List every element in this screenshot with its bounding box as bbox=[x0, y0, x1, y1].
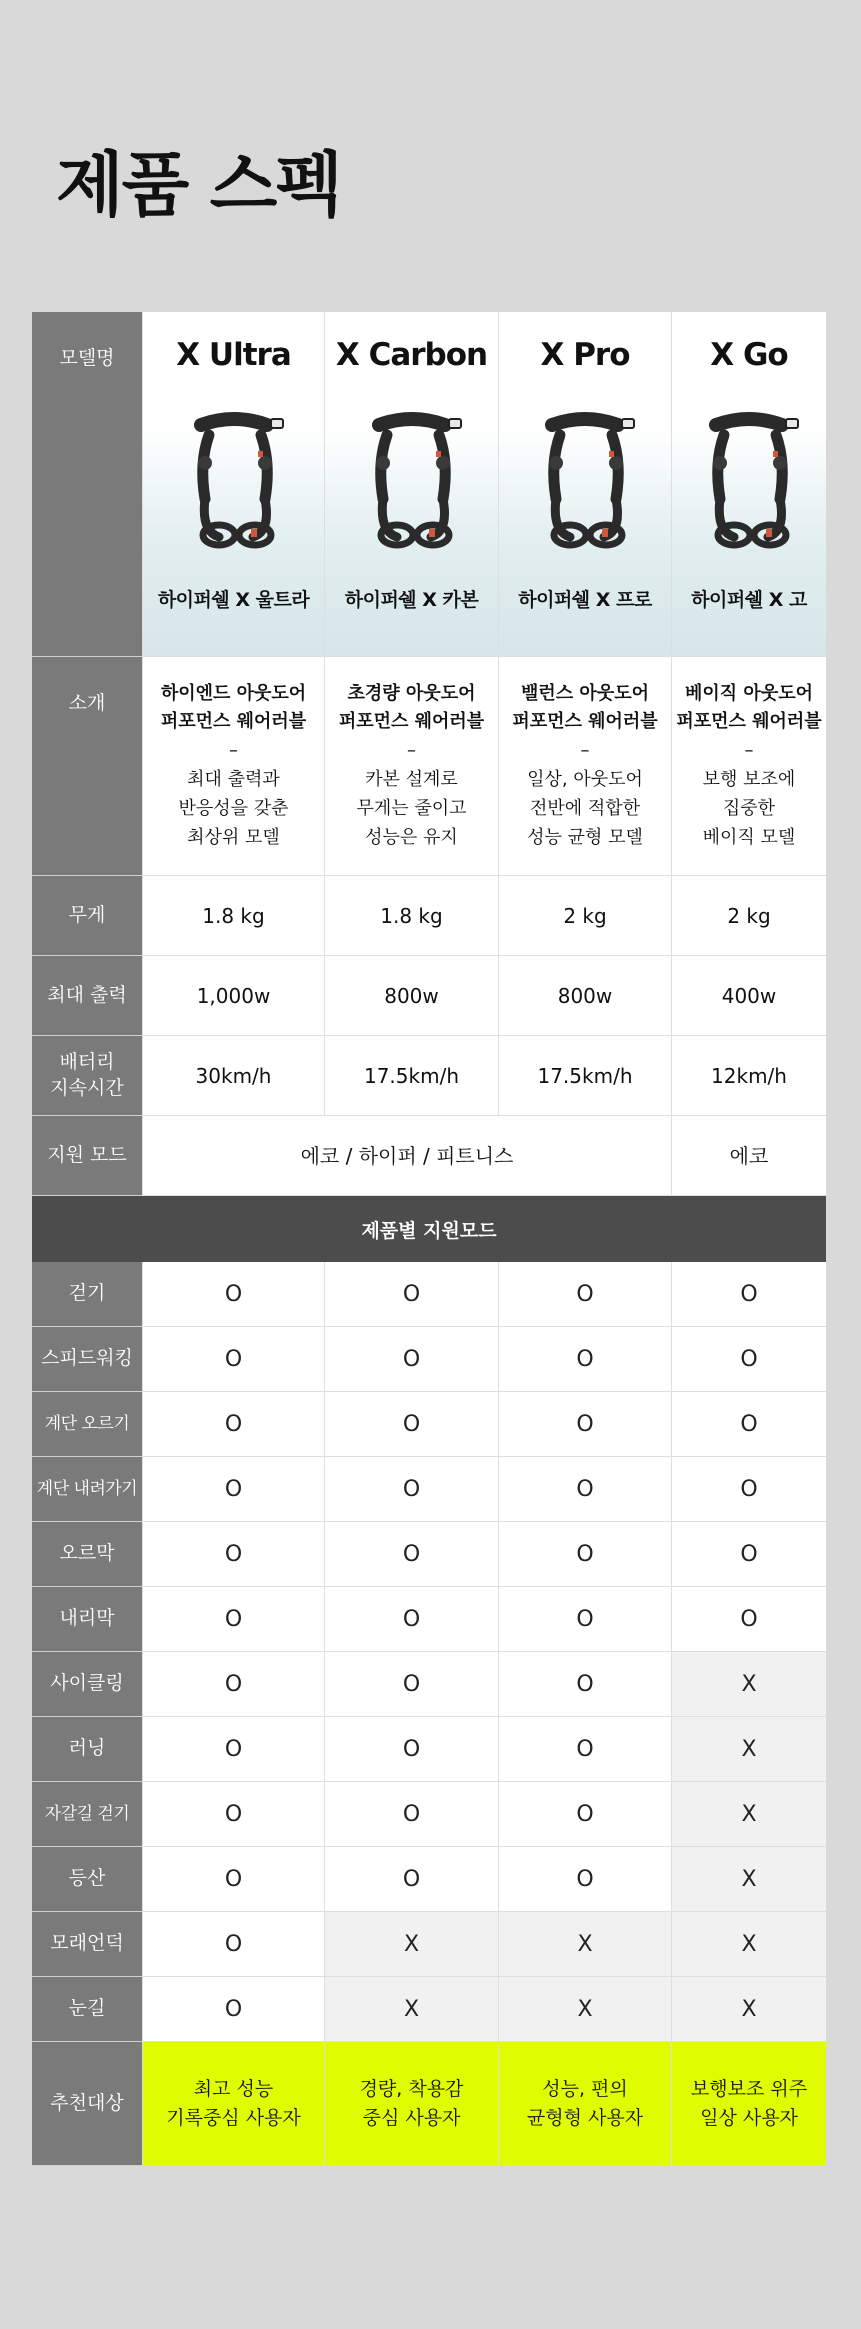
mode-label: 눈길 bbox=[32, 1977, 142, 2042]
intro-text: 일상, 아웃도어 bbox=[527, 769, 643, 790]
recommend-text: 일상 사용자 bbox=[700, 2107, 798, 2129]
support-mode-value: 에코 bbox=[671, 1116, 826, 1196]
intro-text: 베이직 모델 bbox=[702, 826, 796, 848]
model-korean-name: 하이퍼쉘 X 프로 bbox=[518, 589, 652, 611]
o-mark: O bbox=[576, 1801, 594, 1827]
exoskeleton-image bbox=[179, 411, 289, 551]
o-mark: O bbox=[576, 1411, 594, 1437]
o-mark: O bbox=[402, 1541, 421, 1567]
o-mark: O bbox=[224, 1671, 243, 1697]
supported-cell bbox=[142, 1652, 324, 1717]
supported-cell bbox=[324, 1717, 498, 1782]
intro-text: 반응성을 갖춘 bbox=[178, 797, 289, 819]
spec-table bbox=[32, 312, 826, 2166]
o-mark: O bbox=[402, 1671, 421, 1697]
weight-row bbox=[32, 876, 826, 956]
mode-row bbox=[32, 1262, 826, 1327]
model-cell-x-pro bbox=[498, 312, 671, 657]
recommend-text: 최고 성능 bbox=[193, 2077, 274, 2100]
o-mark: O bbox=[224, 1931, 243, 1957]
intro-cell bbox=[498, 657, 671, 876]
mode-label: 등산 bbox=[32, 1847, 142, 1912]
supported-cell bbox=[142, 1977, 324, 2042]
o-mark: O bbox=[740, 1346, 758, 1372]
recommend-cell bbox=[671, 2042, 826, 2166]
o-mark: O bbox=[402, 1346, 421, 1372]
supported-cell bbox=[671, 1392, 826, 1457]
supported-cell bbox=[671, 1522, 826, 1587]
unsupported-cell bbox=[498, 1912, 671, 1977]
intro-text: 전반에 적합한 bbox=[529, 797, 641, 819]
model-name: X Ultra bbox=[176, 337, 291, 373]
x-mark: X bbox=[741, 1736, 757, 1762]
mode-row bbox=[32, 1652, 826, 1717]
intro-text: 성능은 유지 bbox=[365, 826, 458, 848]
supported-cell bbox=[142, 1847, 324, 1912]
recommend-cell bbox=[142, 2042, 324, 2166]
supported-cell bbox=[142, 1717, 324, 1782]
o-mark: O bbox=[224, 1866, 243, 1892]
x-mark: X bbox=[577, 1996, 593, 2022]
o-mark: O bbox=[224, 1736, 243, 1762]
supported-cell bbox=[324, 1847, 498, 1912]
supported-cell bbox=[671, 1457, 826, 1522]
recommend-text: 중심 사용자 bbox=[362, 2107, 461, 2129]
recommend-cell bbox=[498, 2042, 671, 2166]
mode-row bbox=[32, 1522, 826, 1587]
mode-row bbox=[32, 1847, 826, 1912]
x-mark: X bbox=[741, 1996, 757, 2022]
mode-row bbox=[32, 1782, 826, 1847]
supported-cell bbox=[671, 1327, 826, 1392]
o-mark: O bbox=[402, 1476, 421, 1502]
recommend-text: 경량, 착용감 bbox=[359, 2077, 464, 2100]
o-mark: O bbox=[576, 1866, 594, 1892]
o-mark: O bbox=[740, 1476, 758, 1502]
support-mode-value: 에코 / 하이퍼 / 피트니스 bbox=[142, 1116, 671, 1196]
supported-cell bbox=[142, 1392, 324, 1457]
exoskeleton-image bbox=[530, 411, 640, 551]
max-output-row bbox=[32, 956, 826, 1036]
unsupported-cell bbox=[324, 1977, 498, 2042]
o-mark: O bbox=[224, 1281, 243, 1307]
unsupported-cell bbox=[671, 1912, 826, 1977]
mode-label: 걷기 bbox=[32, 1262, 142, 1327]
recommend-cell bbox=[324, 2042, 498, 2166]
model-cell-x-ultra bbox=[142, 312, 324, 657]
supported-cell bbox=[498, 1782, 671, 1847]
model-korean-name: 하이퍼쉘 X 고 bbox=[691, 589, 807, 611]
supported-cell bbox=[324, 1587, 498, 1652]
o-mark: O bbox=[402, 1801, 421, 1827]
intro-text: 보행 보조에 bbox=[702, 769, 796, 790]
mode-row bbox=[32, 1327, 826, 1392]
max-output-value: 800w bbox=[498, 956, 671, 1036]
mode-row bbox=[32, 1717, 826, 1782]
intro-text: 무게는 줄이고 bbox=[356, 797, 467, 819]
row-label-intro: 소개 bbox=[32, 657, 142, 876]
max-output-value: 800w bbox=[324, 956, 498, 1036]
supported-cell bbox=[671, 1587, 826, 1652]
unsupported-cell bbox=[498, 1977, 671, 2042]
model-name: X Carbon bbox=[335, 337, 488, 373]
intro-dash: – bbox=[229, 740, 238, 762]
weight-value: 1.8 kg bbox=[324, 876, 498, 956]
o-mark: O bbox=[224, 1606, 243, 1632]
supported-cell bbox=[142, 1522, 324, 1587]
x-mark: X bbox=[741, 1671, 757, 1697]
supported-cell bbox=[324, 1327, 498, 1392]
supported-cell bbox=[498, 1847, 671, 1912]
supported-cell bbox=[498, 1457, 671, 1522]
unsupported-cell bbox=[671, 1847, 826, 1912]
unsupported-cell bbox=[671, 1652, 826, 1717]
battery-value: 17.5km/h bbox=[324, 1036, 498, 1116]
x-mark: X bbox=[403, 1931, 420, 1957]
supported-cell bbox=[671, 1262, 826, 1327]
supported-cell bbox=[142, 1912, 324, 1977]
recommend-row bbox=[32, 2042, 826, 2166]
mode-row bbox=[32, 1457, 826, 1522]
battery-value: 17.5km/h bbox=[498, 1036, 671, 1116]
model-name: X Pro bbox=[540, 337, 630, 373]
o-mark: O bbox=[740, 1281, 758, 1307]
recommend-text: 기록중심 사용자 bbox=[166, 2107, 301, 2129]
supported-cell bbox=[142, 1262, 324, 1327]
o-mark: O bbox=[224, 1541, 243, 1567]
unsupported-cell bbox=[671, 1977, 826, 2042]
recommend-text: 균형형 사용자 bbox=[526, 2107, 644, 2129]
intro-headline: 베이직 아웃도어 bbox=[685, 682, 813, 704]
supported-cell bbox=[498, 1262, 671, 1327]
intro-dash: – bbox=[744, 740, 754, 762]
o-mark: O bbox=[740, 1411, 758, 1437]
supported-cell bbox=[324, 1652, 498, 1717]
supported-cell bbox=[324, 1522, 498, 1587]
recommend-text: 보행보조 위주 bbox=[690, 2077, 808, 2100]
mode-label: 자갈길 걷기 bbox=[32, 1782, 142, 1847]
o-mark: O bbox=[402, 1606, 421, 1632]
supported-cell bbox=[498, 1327, 671, 1392]
unsupported-cell bbox=[671, 1717, 826, 1782]
o-mark: O bbox=[576, 1476, 594, 1502]
exoskeleton-image bbox=[694, 411, 804, 551]
o-mark: O bbox=[576, 1671, 594, 1697]
supported-cell bbox=[142, 1587, 324, 1652]
mode-row bbox=[32, 1392, 826, 1457]
o-mark: O bbox=[576, 1736, 594, 1762]
model-name: X Go bbox=[710, 337, 788, 373]
battery-label-line2: 지속시간 bbox=[50, 1076, 124, 1099]
max-output-value: 400w bbox=[671, 956, 826, 1036]
x-mark: X bbox=[577, 1931, 593, 1957]
intro-headline: 초경량 아웃도어 bbox=[347, 682, 476, 704]
mode-row bbox=[32, 1587, 826, 1652]
intro-dash: – bbox=[407, 740, 416, 762]
weight-value: 1.8 kg bbox=[142, 876, 324, 956]
intro-text: 최상위 모델 bbox=[187, 826, 280, 848]
mode-label: 내리막 bbox=[32, 1587, 142, 1652]
mode-row bbox=[32, 1977, 826, 2042]
row-label-model: 모델명 bbox=[32, 312, 142, 657]
o-mark: O bbox=[224, 1346, 243, 1372]
o-mark: O bbox=[576, 1281, 594, 1307]
exoskeleton-image bbox=[357, 411, 467, 551]
o-mark: O bbox=[224, 1476, 243, 1502]
o-mark: O bbox=[576, 1346, 594, 1372]
mode-label: 사이클링 bbox=[32, 1652, 142, 1717]
supported-cell bbox=[142, 1457, 324, 1522]
row-label-support-mode: 지원 모드 bbox=[32, 1116, 142, 1196]
weight-value: 2 kg bbox=[671, 876, 826, 956]
row-label-recommend: 추천대상 bbox=[32, 2042, 142, 2166]
supported-cell bbox=[498, 1522, 671, 1587]
mode-label: 오르막 bbox=[32, 1522, 142, 1587]
x-mark: X bbox=[741, 1801, 757, 1827]
battery-label-line1: 배터리 bbox=[59, 1050, 115, 1073]
mode-label: 계단 오르기 bbox=[32, 1392, 142, 1457]
mode-label: 계단 내려가기 bbox=[32, 1457, 142, 1522]
model-cell-x-carbon bbox=[324, 312, 498, 657]
support-mode-row bbox=[32, 1116, 826, 1196]
supported-cell bbox=[324, 1262, 498, 1327]
o-mark: O bbox=[402, 1866, 421, 1892]
intro-cell bbox=[142, 657, 324, 876]
supported-cell bbox=[324, 1457, 498, 1522]
page-title: 제품 스펙 bbox=[56, 144, 341, 226]
o-mark: O bbox=[402, 1281, 421, 1307]
model-cell-x-go bbox=[671, 312, 826, 657]
row-label-weight: 무게 bbox=[32, 876, 142, 956]
x-mark: X bbox=[741, 1931, 757, 1957]
intro-text: 성능 균형 모델 bbox=[527, 826, 643, 848]
section-title-support-modes: 제품별 지원모드 bbox=[32, 1196, 826, 1262]
x-mark: X bbox=[403, 1996, 420, 2022]
weight-value: 2 kg bbox=[498, 876, 671, 956]
intro-headline: 밸런스 아웃도어 bbox=[521, 682, 649, 704]
intro-dash: – bbox=[580, 740, 590, 762]
mode-label: 모래언덕 bbox=[32, 1912, 142, 1977]
supported-cell bbox=[142, 1327, 324, 1392]
o-mark: O bbox=[576, 1541, 594, 1567]
intro-row bbox=[32, 657, 826, 876]
intro-headline: 퍼포먼스 웨어러블 bbox=[676, 711, 822, 733]
max-output-value: 1,000w bbox=[142, 956, 324, 1036]
intro-text: 집중한 bbox=[722, 797, 776, 819]
intro-text: 최대 출력과 bbox=[187, 769, 280, 790]
supported-cell bbox=[142, 1782, 324, 1847]
intro-text: 카본 설계로 bbox=[365, 769, 458, 790]
intro-cell bbox=[324, 657, 498, 876]
intro-headline: 하이엔드 아웃도어 bbox=[160, 682, 307, 704]
o-mark: O bbox=[224, 1996, 243, 2022]
o-mark: O bbox=[740, 1606, 758, 1632]
o-mark: O bbox=[224, 1411, 243, 1437]
x-mark: X bbox=[741, 1866, 757, 1892]
model-korean-name: 하이퍼쉘 X 울트라 bbox=[157, 589, 310, 611]
mode-row bbox=[32, 1912, 826, 1977]
mode-label: 스피드워킹 bbox=[32, 1327, 142, 1392]
battery-value: 12km/h bbox=[671, 1036, 826, 1116]
o-mark: O bbox=[224, 1801, 243, 1827]
unsupported-cell bbox=[671, 1782, 826, 1847]
supported-cell bbox=[324, 1392, 498, 1457]
supported-cell bbox=[498, 1717, 671, 1782]
o-mark: O bbox=[576, 1606, 594, 1632]
battery-value: 30km/h bbox=[142, 1036, 324, 1116]
o-mark: O bbox=[740, 1541, 758, 1567]
row-label-battery bbox=[32, 1036, 142, 1116]
intro-cell bbox=[671, 657, 826, 876]
supported-cell bbox=[498, 1392, 671, 1457]
mode-label: 러닝 bbox=[32, 1717, 142, 1782]
supported-cell bbox=[324, 1782, 498, 1847]
intro-headline: 퍼포먼스 웨어러블 bbox=[338, 711, 485, 733]
model-row bbox=[32, 312, 826, 657]
unsupported-cell bbox=[324, 1912, 498, 1977]
o-mark: O bbox=[402, 1736, 421, 1762]
battery-row bbox=[32, 1036, 826, 1116]
intro-headline: 퍼포먼스 웨어러블 bbox=[160, 711, 307, 733]
recommend-text: 성능, 편의 bbox=[542, 2077, 628, 2100]
o-mark: O bbox=[402, 1411, 421, 1437]
row-label-max-output: 최대 출력 bbox=[32, 956, 142, 1036]
intro-headline: 퍼포먼스 웨어러블 bbox=[512, 711, 658, 733]
model-korean-name: 하이퍼쉘 X 카본 bbox=[344, 589, 479, 611]
supported-cell bbox=[498, 1652, 671, 1717]
mode-rows bbox=[32, 1262, 826, 2042]
supported-cell bbox=[498, 1587, 671, 1652]
